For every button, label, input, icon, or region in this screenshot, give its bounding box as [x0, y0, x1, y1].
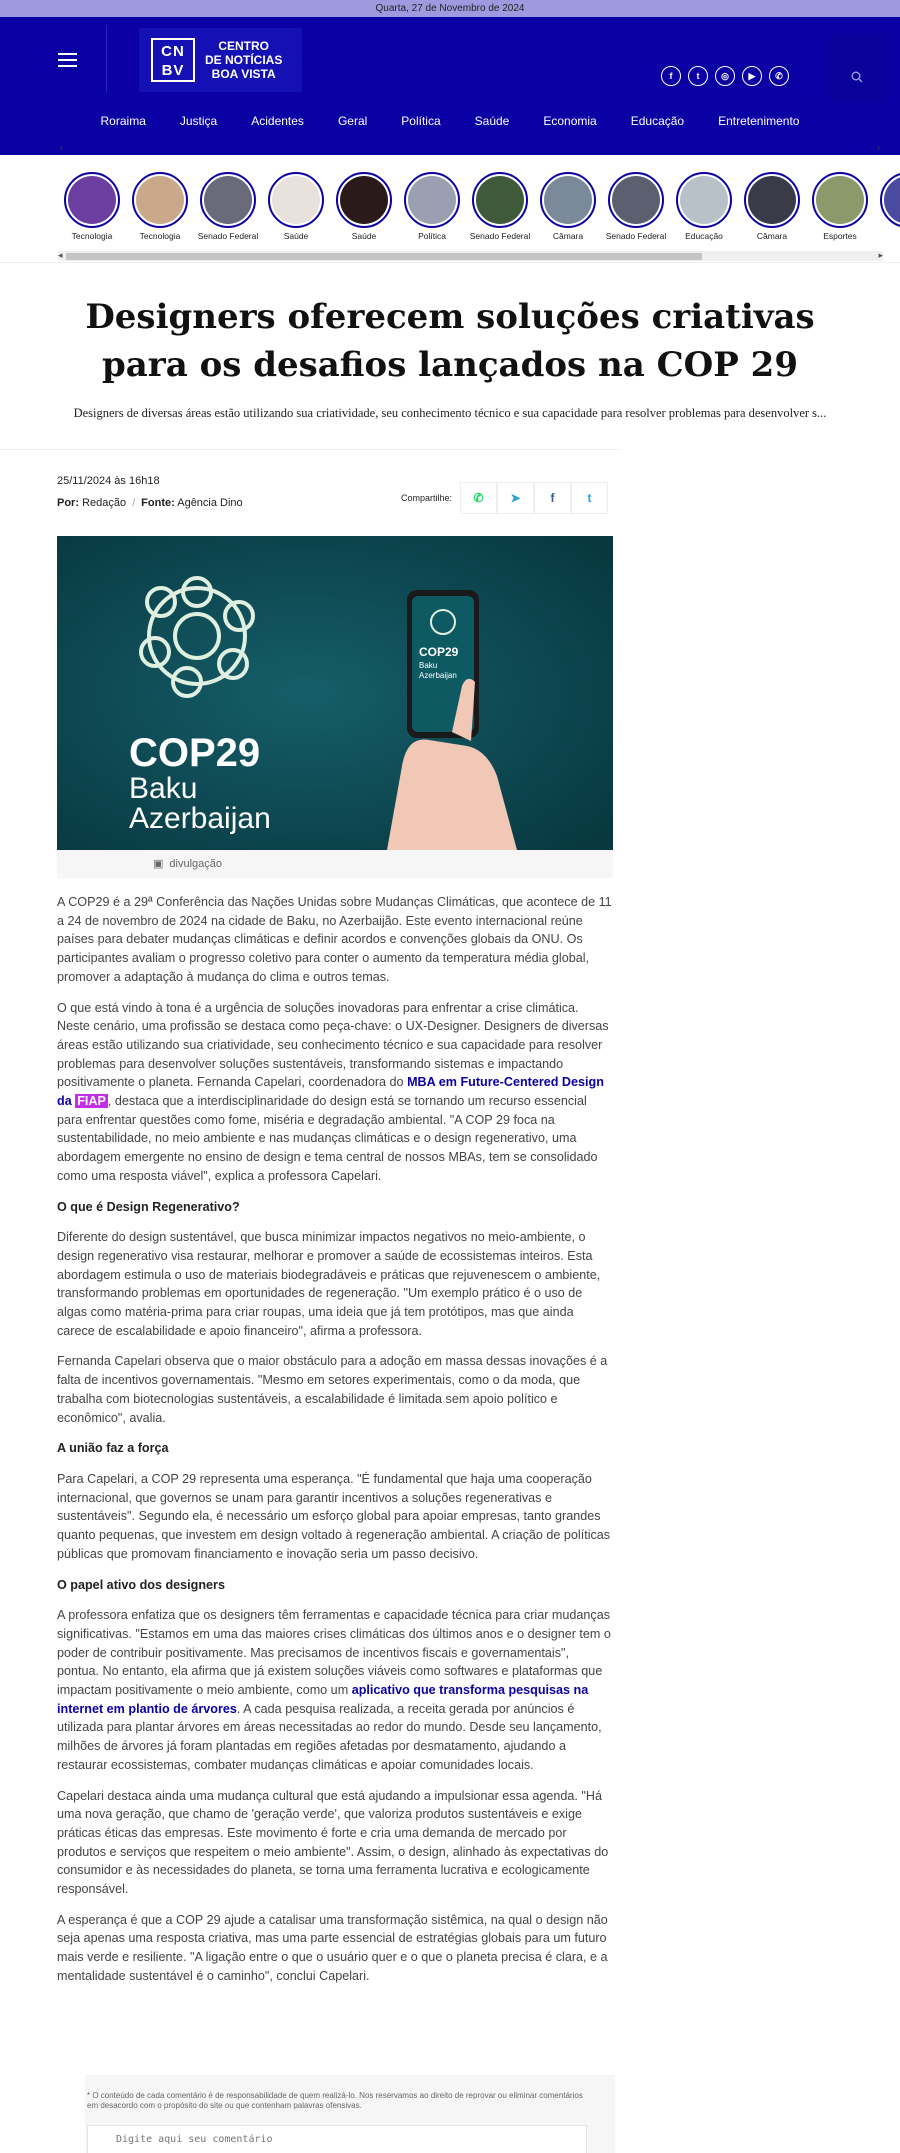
- svg-text:COP29: COP29: [129, 731, 261, 775]
- search-icon: [851, 71, 863, 83]
- story-item[interactable]: [58, 172, 126, 241]
- story-thumbnail: [540, 172, 596, 228]
- story-label: Política: [418, 231, 446, 241]
- nav-scroll-left-icon[interactable]: ‹: [60, 142, 63, 152]
- menu-icon[interactable]: [58, 53, 77, 67]
- story-label: Senado Federal: [605, 231, 667, 241]
- story-item[interactable]: [670, 172, 738, 241]
- twitter-icon: t: [587, 491, 592, 505]
- facebook-icon[interactable]: f: [661, 66, 681, 86]
- twitter-icon[interactable]: t: [688, 66, 708, 86]
- youtube-icon[interactable]: ▶: [742, 66, 762, 86]
- site-header: [0, 17, 900, 101]
- paragraph: Para Capelari, a COP 29 representa uma esperança. "É fundamental que haja uma cooperação internacional, que governos se unam para garantir incentivos a soluções regenerativas e sustentáveis". Segundo ela, é necessário um esforço global para apoiar empresas, tanto grandes quanto pequenas, que investem em design voltado à regeneração ambiental. A criação de políticas públicas que promovam financiamento e inovação seria um passo decisivo.: [57, 1471, 611, 1561]
- story-thumbnail: [744, 172, 800, 228]
- story-item[interactable]: [194, 172, 262, 241]
- paragraph: A esperança é que a COP 29 ajude a catalisar uma transformação sistêmica, na qual o design não seja apenas uma resposta criativa, mas uma parte essencial de estratégias globais para um futuro mais verde e resiliente. "A ligação entre o que o usuário quer e o que o planeta precisa é clara, e a mentalidade sustentável é o caminho", conclui Capelari.: [57, 1912, 608, 1983]
- nav-item-saude[interactable]: Saúde: [474, 114, 510, 128]
- story-label: Tecnologia: [71, 231, 113, 241]
- app-link[interactable]: aplicativo que transforma pesquisas na internet em plantio de árvores: [57, 1683, 589, 1716]
- logo-text: CENTRO DE NOTÍCIAS BOA VISTA: [205, 39, 283, 81]
- article-date: 25/11/2024 às 16h18: [57, 475, 160, 487]
- story-thumbnail: [336, 172, 392, 228]
- story-thumbnail: [268, 172, 324, 228]
- story-label: Câmara: [756, 231, 788, 241]
- share-bar: [399, 482, 608, 514]
- paragraph: Fernanda Capelari observa que o maior obstáculo para a adoção em massa dessas inovações é a falta de incentivos governamentais. "Mesmo em setores experimentais, como o da moda, que trabalha com biotecnologias sustentáveis, a escalabilidade é limitada sem apoio político e econômico", avalia.: [57, 1354, 608, 1425]
- nav-item-economia[interactable]: Economia: [543, 114, 597, 128]
- section-heading: O que é Design Regenerativo?: [57, 1199, 240, 1214]
- story-item[interactable]: [330, 172, 398, 241]
- whatsapp-icon: ✆: [473, 491, 484, 505]
- comments-disclaimer: * O conteúdo de cada comentário é de responsabilidade de quem realizá-lo. Nos reservamos ao direito de reprovar ou eliminar comentários em desacordo com o propósito do site ou que contenham palavras ofensivas.: [87, 2091, 583, 2110]
- share-whatsapp-button[interactable]: [460, 482, 497, 514]
- story-thumbnail: [132, 172, 188, 228]
- story-thumbnail: [200, 172, 256, 228]
- share-telegram-button[interactable]: [497, 482, 534, 514]
- story-item[interactable]: [602, 172, 670, 241]
- social-links: [661, 66, 789, 86]
- comments-section: [85, 2075, 615, 2153]
- nav-scroll-right-icon[interactable]: ›: [877, 142, 880, 152]
- story-item[interactable]: [398, 172, 466, 241]
- svg-text:COP29: COP29: [419, 645, 459, 659]
- article-body: [57, 893, 613, 1998]
- story-label: Senado Federal: [469, 231, 531, 241]
- story-item[interactable]: [806, 172, 874, 241]
- share-label: Compartilhe:: [401, 493, 453, 503]
- stories-carousel: [0, 155, 900, 263]
- story-item[interactable]: [534, 172, 602, 241]
- svg-text:Baku: Baku: [129, 772, 198, 805]
- svg-text:Azerbaijan: Azerbaijan: [419, 671, 457, 680]
- story-label: Educação: [685, 231, 723, 241]
- header-divider: [106, 25, 107, 93]
- divider: [0, 449, 620, 450]
- paragraph: A professora enfatiza que os designers têm ferramentas e capacidade técnica para criar mudanças significativas. "Estamos em uma das maiores crises climáticas dos últimos anos e o designer tem o poder de contribuir positivamente. Mas precisamos de incentivos fiscais e governamentais", pontua. No entanto, ela afirma que já existem soluções viáveis como softwares e plataformas que impactam positivamente o meio ambiente, como um aplicativo que transforma pesquisas na internet em plantio de árvores. A cada pesquisa realizada, a receita gerada por anúncios é utilizada para plantar árvores em áreas necessitadas ao redor do mundo. Desde seu lançamento, milhões de árvores já foram plantadas em regiões afetadas por desmatamento, ajudando a restaurar ecossistemas, combater mudanças climáticas e apoiar comunidades locais.: [57, 1608, 611, 1772]
- main-nav: [0, 101, 900, 141]
- story-item[interactable]: [126, 172, 194, 241]
- story-thumbnail: [676, 172, 732, 228]
- nav-item-geral[interactable]: Geral: [337, 114, 368, 128]
- section-heading: A união faz a força: [57, 1441, 169, 1456]
- story-label: Câmara: [552, 231, 584, 241]
- story-label: Saúde: [351, 231, 377, 241]
- nav-scroll: [0, 141, 900, 155]
- image-caption: ▣ divulgação: [57, 850, 613, 878]
- facebook-icon: f: [550, 491, 555, 505]
- paragraph: O que está vindo à tona é a urgência de soluções inovadoras para enfrentar a crise climática. Neste cenário, uma profissão se destaca como peça-chave: o UX-Designer. Designers de diversas áreas estão utilizando sua criatividade, seu conhecimento técnico e sua capacidade para resolver problemas para desenvolver soluções sustentáveis, transformando sistemas e impactando positivamente o planeta. Fernanda Capelari, coordenadora do MBA em Future-Centered Design da FIAP , destaca que a interdisciplinaridade do design está se tornando um recurso essencial para enfrentar questões como fome, miséria e degradação ambiental. "A COP 29 foca na sustentabilidade, no meio ambiente e nas mudanças climáticas e o design regenerativo, uma abordagem emergente no ensino de design e tema central de nossos MBAs, tem se consolidado como uma resposta viável", explica a professora Capelari.: [57, 1000, 609, 1183]
- nav-item-justica[interactable]: Justiça: [179, 114, 218, 128]
- story-label: Saúde: [283, 231, 309, 241]
- story-item[interactable]: [466, 172, 534, 241]
- article-title: Designers oferecem soluções criativas para os desafios lançados na COP 29: [85, 297, 815, 385]
- scroll-left-icon[interactable]: ◂: [58, 250, 63, 260]
- story-thumbnail: [880, 172, 900, 228]
- stories-scrollbar[interactable]: [58, 251, 883, 261]
- scroll-right-icon[interactable]: ▸: [878, 250, 883, 260]
- story-thumbnail: [64, 172, 120, 228]
- svg-text:Baku: Baku: [419, 661, 438, 670]
- story-thumbnail: [472, 172, 528, 228]
- paragraph: Diferente do design sustentável, que busca minimizar impactos negativos no meio-ambiente, o design regenerativo visa restaurar, melhorar e promover a saúde de ecossistemas inteiros. Esta abordagem estimula o uso de materiais biodegradáveis e práticas que rejuvenescem o ambiente, transformando problemas em oportunidades de regeneração. "Um exemplo prático é o uso de algas como matéria-prima para criar roupas, uma ideia que já tem protótipos, mas que ainda carece de escalabilidade e apoio financeiro", afirma a professora.: [57, 1230, 601, 1338]
- share-twitter-button[interactable]: [571, 482, 608, 514]
- nav-item-politica[interactable]: Política: [401, 114, 441, 128]
- whatsapp-icon[interactable]: ✆: [769, 66, 789, 86]
- section-heading: O papel ativo dos designers: [57, 1577, 225, 1592]
- article-subtitle: Designers de diversas áreas estão utilizando sua criatividade, seu conhecimento técnico e sua capacidade para resolver problemas para desenvolver s...: [73, 406, 827, 420]
- story-label: Tecnologia: [139, 231, 181, 241]
- article-byline: Por: Redação / Fonte: Agência Dino: [57, 497, 243, 509]
- story-label: Senado Federal: [197, 231, 259, 241]
- hero-image: [57, 536, 613, 850]
- story-thumbnail: [812, 172, 868, 228]
- camera-icon: ▣: [153, 858, 164, 870]
- story-item[interactable]: [738, 172, 806, 241]
- nav-item-entretenimento[interactable]: Entretenimento: [718, 114, 800, 128]
- story-label: Esportes: [823, 231, 857, 241]
- svg-text:Azerbaijan: Azerbaijan: [129, 802, 271, 835]
- top-date-bar: Quarta, 27 de Novembro de 2024: [0, 0, 900, 17]
- telegram-icon: ➤: [510, 491, 521, 505]
- nav-item-educacao[interactable]: Educação: [630, 114, 685, 128]
- paragraph: A COP29 é a 29ª Conferência das Nações Unidas sobre Mudanças Climáticas, que acontece de 11 a 24 de novembro de 2024 na cidade de Baku, no Azerbaijão. Este evento internacional reúne países para debater mudanças climáticas e definir acordos e convenções globais da ONU. Os participantes avaliam o progresso coletivo para conter o aumento da temperatura média global, promover a adaptação à mudança do clima e outros temas.: [57, 895, 612, 984]
- story-thumbnail: [608, 172, 664, 228]
- comment-input[interactable]: [87, 2125, 587, 2153]
- scrollbar-thumb[interactable]: [66, 253, 702, 260]
- mba-link[interactable]: MBA em Future-Centered Design da FIAP: [57, 1075, 604, 1109]
- instagram-icon[interactable]: ◎: [715, 66, 735, 86]
- story-item[interactable]: [874, 172, 900, 241]
- story-row: [58, 172, 900, 241]
- share-facebook-button[interactable]: [534, 482, 571, 514]
- nav-item-acidentes[interactable]: Acidentes: [251, 114, 304, 128]
- site-logo[interactable]: [139, 28, 302, 92]
- story-item[interactable]: [262, 172, 330, 241]
- nav-item-roraima[interactable]: Roraima: [100, 114, 146, 128]
- logo-mark: CN BV: [151, 38, 195, 82]
- paragraph: Capelari destaca ainda uma mudança cultural que está ajudando a impulsionar essa agenda. "Há uma nova geração, que chamo de 'geração verde', que valoriza produtos sustentáveis e exige práticas éticas das empresas. Este movimento é forte e cria uma demanda de mercado por produtos e serviços que respeitem o meio ambiente". Assim, o design, alinhado às expectativas do consumidor e às necessidades do planeta, se torna uma ferramenta lucrativa e ecologicamente responsável.: [57, 1788, 609, 1897]
- story-thumbnail: [404, 172, 460, 228]
